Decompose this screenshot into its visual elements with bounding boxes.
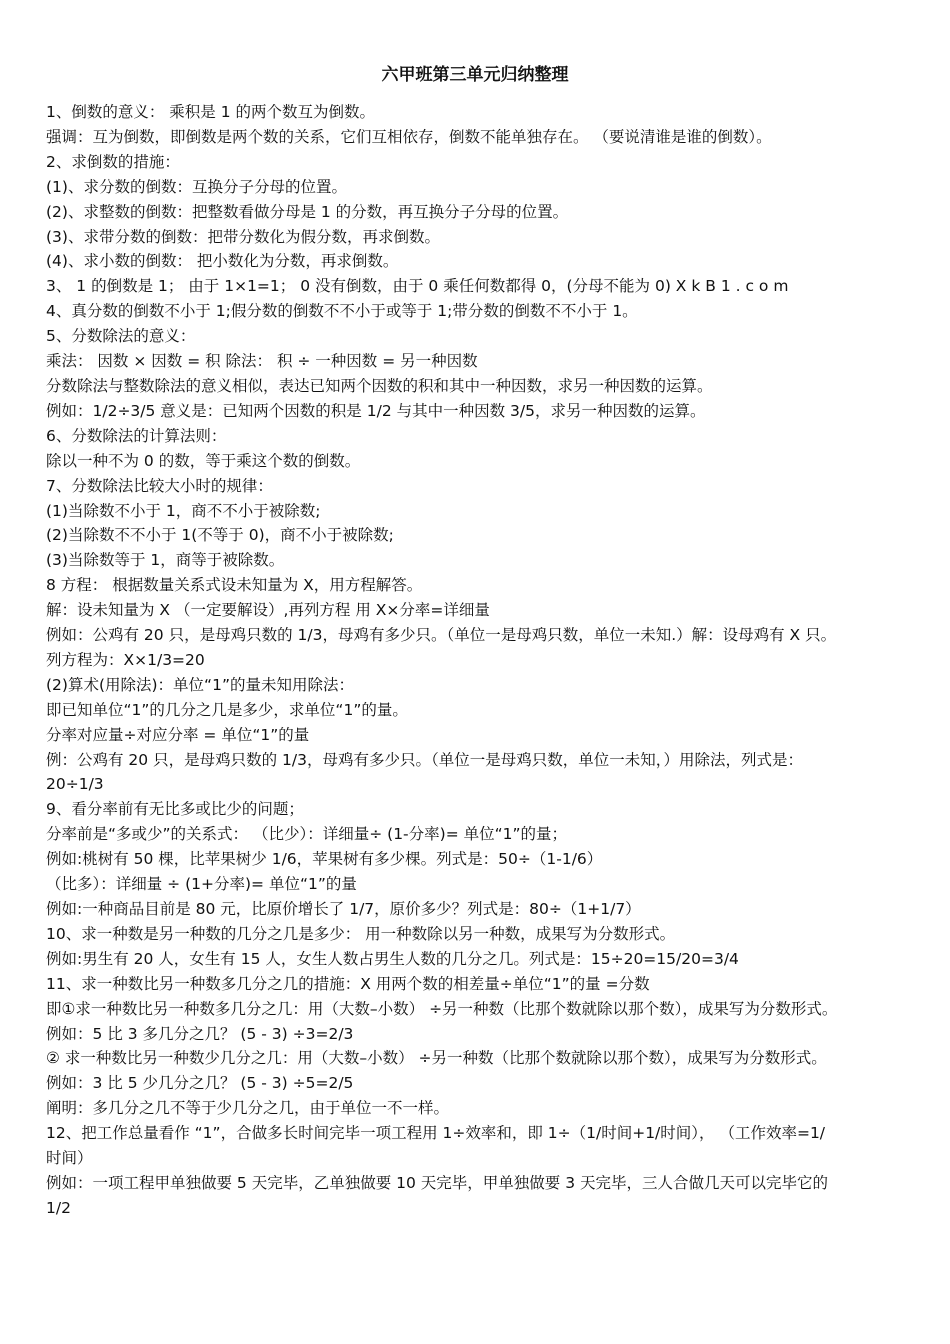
text-line: 20÷1/3	[46, 775, 104, 794]
text-line: 阐明：多几分之几不等于少几分之几，由于单位一不一样。	[46, 1099, 450, 1118]
text-line: 7、分数除法比较大小时的规律：	[46, 476, 273, 495]
text-line: 10、求一种数是另一种数的几分之几是多少： 用一种数除以另一种数，成果写为分数形式。	[46, 924, 676, 943]
text-line: 12、把工作总量看作 “1”，合做多长时间完毕一项工程用 1÷效率和，即 1÷（1/时间+1/时间）， （工作效率=1/	[46, 1124, 826, 1143]
text-line: 即已知单位“1”的几分之几是多少，求单位“1”的量。	[46, 700, 408, 719]
text-line: 1/2	[46, 1198, 71, 1217]
text-line: 例：公鸡有 20 只，是母鸡只数的 1/3，母鸡有多少只。（单位一是母鸡只数，单位一未知，）用除法，列式是：	[46, 750, 803, 769]
text-line: (2)、求整数的倒数：把整数看做分母是 1 的分数，再互换分子分母的位置。	[46, 202, 569, 221]
text-line: （比多）：详细量 ÷ (1+分率)= 单位“1”的量	[46, 875, 357, 894]
text-line: 例如:一种商品目前是 80 元，比原价增长了 1/7，原价多少？列式是：80÷（1+1/7）	[46, 900, 641, 918]
text-line: 11、求一种数比另一种数多几分之几的措施：X 用两个数的相差量÷单位“1”的量 =分数	[46, 974, 650, 993]
document-title: 六甲班第三单元归纳整理	[381, 65, 569, 85]
text-line: 例如:桃树有 50 棵，比苹果树少 1/6，苹果树有多少棵。列式是：50÷（1-1/6）	[46, 850, 603, 869]
text-line: 4、真分数的倒数不小于 1;假分数的倒数不不小于或等于 1;带分数的倒数不不小于 1。	[46, 302, 638, 321]
text-line: 分率前是“多或少”的关系式： （比少）：详细量÷ (1-分率)= 单位“1”的量；	[46, 825, 568, 844]
text-line: (3)当除数等于 1，商等于被除数。	[46, 551, 285, 570]
text-line: 例如：公鸡有 20 只，是母鸡只数的 1/3，母鸡有多少只。（单位一是母鸡只数，单位一未知.）解：设母鸡有 X 只。	[46, 626, 837, 645]
text-line: 1、倒数的意义： 乘积是 1 的两个数互为倒数。	[46, 103, 376, 121]
text-line: 列方程为：X×1/3=20	[46, 650, 205, 669]
text-line: 6、分数除法的计算法则：	[46, 426, 227, 445]
text-line: 例如:男生有 20 人，女生有 15 人，女生人数占男生人数的几分之几。列式是：15÷20=15/20=3/4	[46, 949, 739, 968]
text-line: (2)当除数不不小于 1(不等于 0)，商不小于被除数;	[46, 526, 394, 545]
text-line: 例如：3 比 5 少几分之几？ (5 - 3) ÷5=2/5	[46, 1074, 354, 1093]
text-line: 时间）	[46, 1149, 93, 1168]
text-line: 解：设未知量为 X （一定要解设）,再列方程 用 X×分率=详细量	[46, 601, 490, 620]
document-body	[46, 100, 916, 1221]
text-line: ② 求一种数比另一种数少几分之几：用（大数–小数） ÷另一种数（比那个数就除以那个数），成果写为分数形式。	[46, 1049, 827, 1068]
text-line: 3、 1 的倒数是 1； 由于 1×1=1； 0 没有倒数，由于 0 乘任何数都得 0，(分母不能为 0) X k B 1 . c o m	[46, 277, 789, 296]
text-line: 例如：5 比 3 多几分之几？ (5 - 3) ÷3=2/3	[46, 1024, 354, 1043]
text-line: 例如：一项工程甲单独做要 5 天完毕，乙单独做要 10 天完毕，甲单独做要 3 天完毕，三人合做几天可以完毕它的	[46, 1173, 829, 1192]
text-line: (4)、求小数的倒数： 把小数化为分数，再求倒数。	[46, 252, 399, 271]
text-line: 除以一种不为 0 的数，等于乘这个数的倒数。	[46, 451, 361, 470]
text-line: 5、分数除法的意义：	[46, 327, 196, 346]
text-line: 例如：1/2÷3/5 意义是：已知两个因数的积是 1/2 与其中一种因数 3/5，求另一种因数的运算。	[46, 401, 706, 420]
text-line: 8 方程： 根据数量关系式设未知量为 X，用方程解答。	[46, 576, 423, 595]
text-line: 分率对应量÷对应分率 = 单位“1”的量	[46, 725, 310, 744]
text-line: 乘法： 因数 × 因数 = 积 除法： 积 ÷ 一种因数 = 另一种因数	[46, 352, 478, 371]
text-line: 2、求倒数的措施：	[46, 152, 180, 171]
text-line: 分数除法与整数除法的意义相似，表达已知两个因数的积和其中一种因数，求另一种因数的运算。	[46, 376, 713, 395]
text-line: (1)当除数不小于 1，商不不小于被除数;	[46, 501, 321, 520]
text-line: 9、看分率前有无比多或比少的问题；	[46, 800, 304, 819]
text-line: (1)、求分数的倒数：互换分子分母的位置。	[46, 177, 347, 196]
text-line: 即①求一种数比另一种数多几分之几：用（大数–小数） ÷另一种数（比那个数就除以那个数），成果写为分数形式。	[46, 999, 838, 1018]
text-line: (3)、求带分数的倒数：把带分数化为假分数，再求倒数。	[46, 227, 440, 246]
text-line: (2)算术(用除法)：单位“1”的量未知用除法：	[46, 675, 354, 694]
text-line: 强调：互为倒数，即倒数是两个数的关系，它们互相依存，倒数不能单独存在。 （要说清谁是谁的倒数）。	[46, 127, 772, 146]
